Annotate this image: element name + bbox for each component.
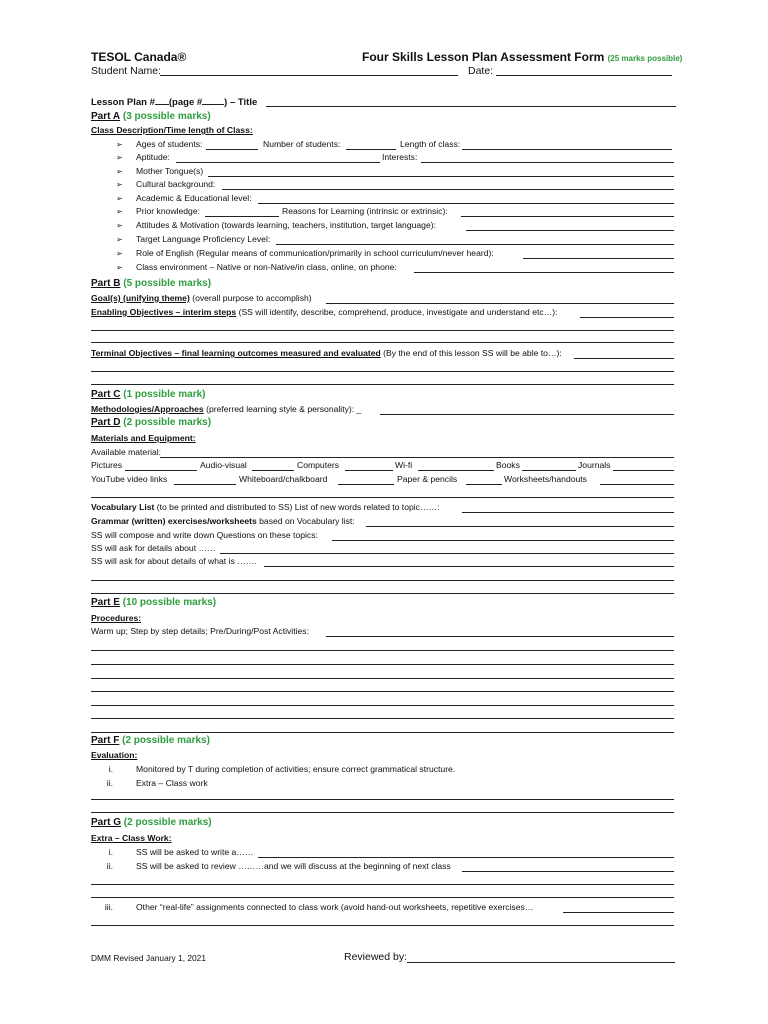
arrow-bullet-icon: ➢ bbox=[116, 249, 123, 258]
lesson-title-field[interactable] bbox=[266, 106, 676, 107]
enabling-note: (SS will identify, describe, comprehend, produce, investigate and understand etc…): bbox=[238, 307, 558, 317]
evaluation-item-text: Monitored by T during completion of activities; ensure correct grammatical structure. bbox=[136, 764, 456, 774]
journals-field[interactable] bbox=[613, 470, 674, 471]
arrow-bullet-icon: ➢ bbox=[116, 221, 123, 230]
procedure-line-2[interactable] bbox=[91, 664, 674, 665]
ask-details-label: SS will ask for about details of what is ……. bbox=[91, 556, 257, 566]
pictures-field[interactable] bbox=[125, 470, 197, 471]
part-e-marks: (10 possible marks) bbox=[122, 597, 217, 608]
lesson-plan-label: Lesson Plan # bbox=[91, 97, 155, 108]
part-d-line-2[interactable] bbox=[91, 593, 674, 594]
terminal-row bbox=[91, 348, 562, 359]
class-env-label: Class environment – Native or non-Native/in class, online, on phone: bbox=[136, 262, 397, 272]
evaluation-line-2[interactable] bbox=[91, 812, 674, 813]
part-d-line-1[interactable] bbox=[91, 580, 674, 581]
methodologies-row bbox=[91, 404, 361, 415]
arrow-bullet-icon: ➢ bbox=[116, 167, 123, 176]
goals-label: Goal(s) (unifying theme) bbox=[91, 293, 190, 303]
computers-field[interactable] bbox=[345, 470, 393, 471]
part-e-heading bbox=[91, 597, 216, 609]
methodologies-field[interactable] bbox=[380, 414, 674, 415]
materials-label: Materials and Equipment: bbox=[91, 433, 196, 443]
academic-field[interactable] bbox=[258, 203, 674, 204]
ages-label: Ages of students: bbox=[136, 139, 203, 149]
num-students-field[interactable] bbox=[346, 149, 396, 150]
part-d-heading bbox=[91, 417, 211, 429]
procedure-line-6[interactable] bbox=[91, 718, 674, 719]
extra-class-work-label: Extra – Class Work: bbox=[91, 833, 172, 843]
review-field[interactable] bbox=[462, 871, 674, 872]
materials-extra-line[interactable] bbox=[91, 497, 674, 498]
methodologies-label: Methodologies/Approaches bbox=[91, 404, 204, 414]
warmup-field[interactable] bbox=[326, 636, 674, 637]
evaluation-label: Evaluation: bbox=[91, 750, 138, 760]
paper-pencils-field[interactable] bbox=[466, 484, 502, 485]
whiteboard-label: Whiteboard/chalkboard bbox=[239, 474, 328, 484]
part-c-heading bbox=[91, 389, 206, 401]
academic-label: Academic & Educational level: bbox=[136, 193, 252, 203]
role-english-label: Role of English (Regular means of communication/primarily in school curriculum/never heard): bbox=[136, 248, 494, 258]
arrow-bullet-icon: ➢ bbox=[116, 235, 123, 244]
extra-item-text: SS will be asked to review ………and we will discuss at the beginning of next class bbox=[136, 861, 451, 871]
write-a-field[interactable] bbox=[258, 857, 674, 858]
form-title-text: Four Skills Lesson Plan Assessment Form bbox=[362, 50, 605, 64]
class-description-label: Class Description/Time length of Class: bbox=[91, 125, 253, 135]
arrow-bullet-icon: ➢ bbox=[116, 180, 123, 189]
grammar-label: Grammar (written) exercises/worksheets bbox=[91, 516, 257, 526]
worksheets-field[interactable] bbox=[600, 484, 674, 485]
enabling-label: Enabling Objectives – interim steps bbox=[91, 307, 237, 317]
books-field[interactable] bbox=[522, 470, 576, 471]
computers-label: Computers bbox=[297, 460, 340, 470]
part-d-marks: (2 possible marks) bbox=[123, 417, 212, 428]
real-life-field[interactable] bbox=[563, 912, 674, 913]
part-a-marks: (3 possible marks) bbox=[122, 111, 211, 122]
wifi-field[interactable] bbox=[418, 470, 494, 471]
part-b-title: Part B bbox=[91, 278, 121, 289]
evaluation-item-text: Extra – Class work bbox=[136, 778, 208, 788]
part-g-title: Part G bbox=[91, 817, 122, 828]
compose-field[interactable] bbox=[332, 540, 674, 541]
extra-item-text: SS will be asked to write a…… bbox=[136, 847, 254, 857]
prior-knowledge-label: Prior knowledge: bbox=[136, 206, 201, 216]
mother-tongue-label: Mother Tongue(s) bbox=[136, 166, 204, 176]
procedure-line-4[interactable] bbox=[91, 691, 674, 692]
vocab-note: (to be printed and distributed to SS) List of new words related to topic……: bbox=[156, 502, 440, 512]
procedure-line-5[interactable] bbox=[91, 705, 674, 706]
grammar-row bbox=[91, 516, 355, 527]
grammar-field[interactable] bbox=[366, 526, 674, 527]
interests-field[interactable] bbox=[421, 162, 674, 163]
available-label: Available material: bbox=[91, 447, 162, 457]
part-b-heading bbox=[91, 278, 211, 290]
lesson-plan-number-field[interactable] bbox=[155, 96, 169, 105]
part-f-title: Part F bbox=[91, 735, 120, 746]
student-name-field[interactable] bbox=[160, 75, 458, 76]
vocab-label: Vocabulary List bbox=[91, 502, 155, 512]
date-label: Date: bbox=[468, 65, 494, 77]
compose-label: SS will compose and write down Questions on these topics: bbox=[91, 530, 318, 540]
arrow-bullet-icon: ➢ bbox=[116, 207, 123, 216]
num-students-label: Number of students: bbox=[263, 139, 341, 149]
journals-label: Journals bbox=[578, 460, 611, 470]
procedure-line-3[interactable] bbox=[91, 678, 674, 679]
part-a-heading bbox=[91, 111, 211, 123]
part-g-marks: (2 possible marks) bbox=[123, 817, 212, 828]
arrow-bullet-icon: ➢ bbox=[116, 263, 123, 272]
evaluation-line-1[interactable] bbox=[91, 799, 674, 800]
date-field[interactable] bbox=[496, 75, 672, 76]
whiteboard-field[interactable] bbox=[338, 484, 394, 485]
grammar-note: based on Vocabulary list: bbox=[259, 516, 355, 526]
terminal-label: Terminal Objectives – final learning outcomes measured and evaluated bbox=[91, 348, 381, 358]
vocab-field[interactable] bbox=[462, 512, 674, 513]
evaluation-item-number: ii. bbox=[106, 778, 113, 788]
cultural-field[interactable] bbox=[222, 189, 674, 190]
ask-about-label: SS will ask for details about …… bbox=[91, 543, 216, 553]
class-env-field[interactable] bbox=[414, 272, 674, 273]
part-b-marks: (5 possible marks) bbox=[123, 278, 212, 289]
attitudes-field[interactable] bbox=[466, 230, 674, 231]
youtube-field[interactable] bbox=[174, 484, 236, 485]
part-c-marks: (1 possible mark) bbox=[123, 389, 206, 400]
available-field[interactable] bbox=[160, 457, 674, 458]
extra-item-text: Other “real-life” assignments connected to class work (avoid hand-out worksheets, repetitive exercises… bbox=[136, 902, 534, 912]
extra-item-number: iii. bbox=[104, 902, 113, 912]
goals-row bbox=[91, 293, 312, 304]
attitudes-label: Attitudes & Motivation (towards learning, teachers, institution, target language): bbox=[136, 220, 436, 230]
procedure-line-7[interactable] bbox=[91, 732, 674, 733]
student-name-label: Student Name: bbox=[91, 65, 162, 77]
part-g-heading bbox=[91, 817, 212, 829]
aptitude-field[interactable] bbox=[176, 162, 380, 163]
goals-field[interactable] bbox=[326, 303, 674, 304]
arrow-bullet-icon: ➢ bbox=[116, 153, 123, 162]
part-e-title: Part E bbox=[91, 597, 120, 608]
worksheets-label: Worksheets/handouts bbox=[504, 474, 587, 484]
page-label: (page # bbox=[168, 97, 203, 108]
ask-about-field[interactable] bbox=[220, 553, 674, 554]
wifi-label: Wi-fi bbox=[395, 460, 413, 470]
proficiency-label: Target Language Proficiency Level: bbox=[136, 234, 271, 244]
books-label: Books bbox=[496, 460, 520, 470]
page-number-field[interactable] bbox=[202, 96, 224, 105]
ask-details-field[interactable] bbox=[264, 566, 674, 567]
reviewed-by-field[interactable] bbox=[407, 962, 675, 963]
extra-line-2[interactable] bbox=[91, 897, 674, 898]
terminal-line-1[interactable] bbox=[91, 371, 674, 372]
part-c-title: Part C bbox=[91, 389, 121, 400]
terminal-line-2[interactable] bbox=[91, 384, 674, 385]
proficiency-field[interactable] bbox=[276, 244, 674, 245]
extra-line-3[interactable] bbox=[91, 925, 674, 926]
revised-date: DMM Revised January 1, 2021 bbox=[91, 953, 206, 963]
audio-visual-label: Audio-visual bbox=[200, 460, 247, 470]
role-english-field[interactable] bbox=[523, 258, 674, 259]
pictures-label: Pictures bbox=[91, 460, 123, 470]
vocab-row bbox=[91, 502, 440, 513]
aptitude-label: Aptitude: bbox=[136, 152, 170, 162]
paper-pencils-label: Paper & pencils bbox=[397, 474, 458, 484]
evaluation-item-number: i. bbox=[108, 764, 113, 774]
methodologies-note: (preferred learning style & personality): _ bbox=[206, 404, 362, 414]
audio-visual-field[interactable] bbox=[252, 470, 294, 471]
ages-field[interactable] bbox=[206, 149, 258, 150]
enabling-line-1[interactable] bbox=[91, 330, 674, 331]
procedures-label: Procedures: bbox=[91, 613, 142, 623]
prior-knowledge-field[interactable] bbox=[205, 216, 279, 217]
terminal-field[interactable] bbox=[574, 358, 674, 359]
extra-item-number: i. bbox=[108, 847, 113, 857]
enabling-line-2[interactable] bbox=[91, 342, 674, 343]
part-a-title: Part A bbox=[91, 111, 121, 122]
reasons-label: Reasons for Learning (intrinsic or extrinsic): bbox=[282, 206, 448, 216]
extra-line-1[interactable] bbox=[91, 884, 674, 885]
length-class-label: Length of class: bbox=[400, 139, 461, 149]
reasons-field[interactable] bbox=[461, 216, 674, 217]
lesson-plan-row bbox=[91, 96, 257, 108]
part-f-heading bbox=[91, 735, 210, 747]
reviewed-by-label: Reviewed by: bbox=[344, 951, 408, 963]
title-label: ) – Title bbox=[224, 97, 258, 108]
marks-note: (25 marks possible) bbox=[607, 54, 683, 63]
arrow-bullet-icon: ➢ bbox=[116, 140, 123, 149]
enabling-row bbox=[91, 307, 558, 318]
org-name: TESOL Canada® bbox=[91, 50, 187, 64]
goals-note: (overall purpose to accomplish) bbox=[192, 293, 312, 303]
form-title bbox=[362, 50, 682, 66]
arrow-bullet-icon: ➢ bbox=[116, 194, 123, 203]
terminal-note: (By the end of this lesson SS will be able to…): bbox=[383, 348, 562, 358]
interests-label: Interests: bbox=[382, 152, 418, 162]
warmup-label: Warm up; Step by step details; Pre/During/Post Activities: bbox=[91, 626, 309, 636]
part-d-title: Part D bbox=[91, 417, 121, 428]
youtube-label: YouTube video links bbox=[91, 474, 168, 484]
length-class-field[interactable] bbox=[462, 149, 672, 150]
cultural-label: Cultural background: bbox=[136, 179, 216, 189]
enabling-field[interactable] bbox=[580, 317, 674, 318]
mother-tongue-field[interactable] bbox=[208, 176, 674, 177]
extra-item-number: ii. bbox=[106, 861, 113, 871]
part-f-marks: (2 possible marks) bbox=[122, 735, 210, 746]
procedure-line-1[interactable] bbox=[91, 650, 674, 651]
